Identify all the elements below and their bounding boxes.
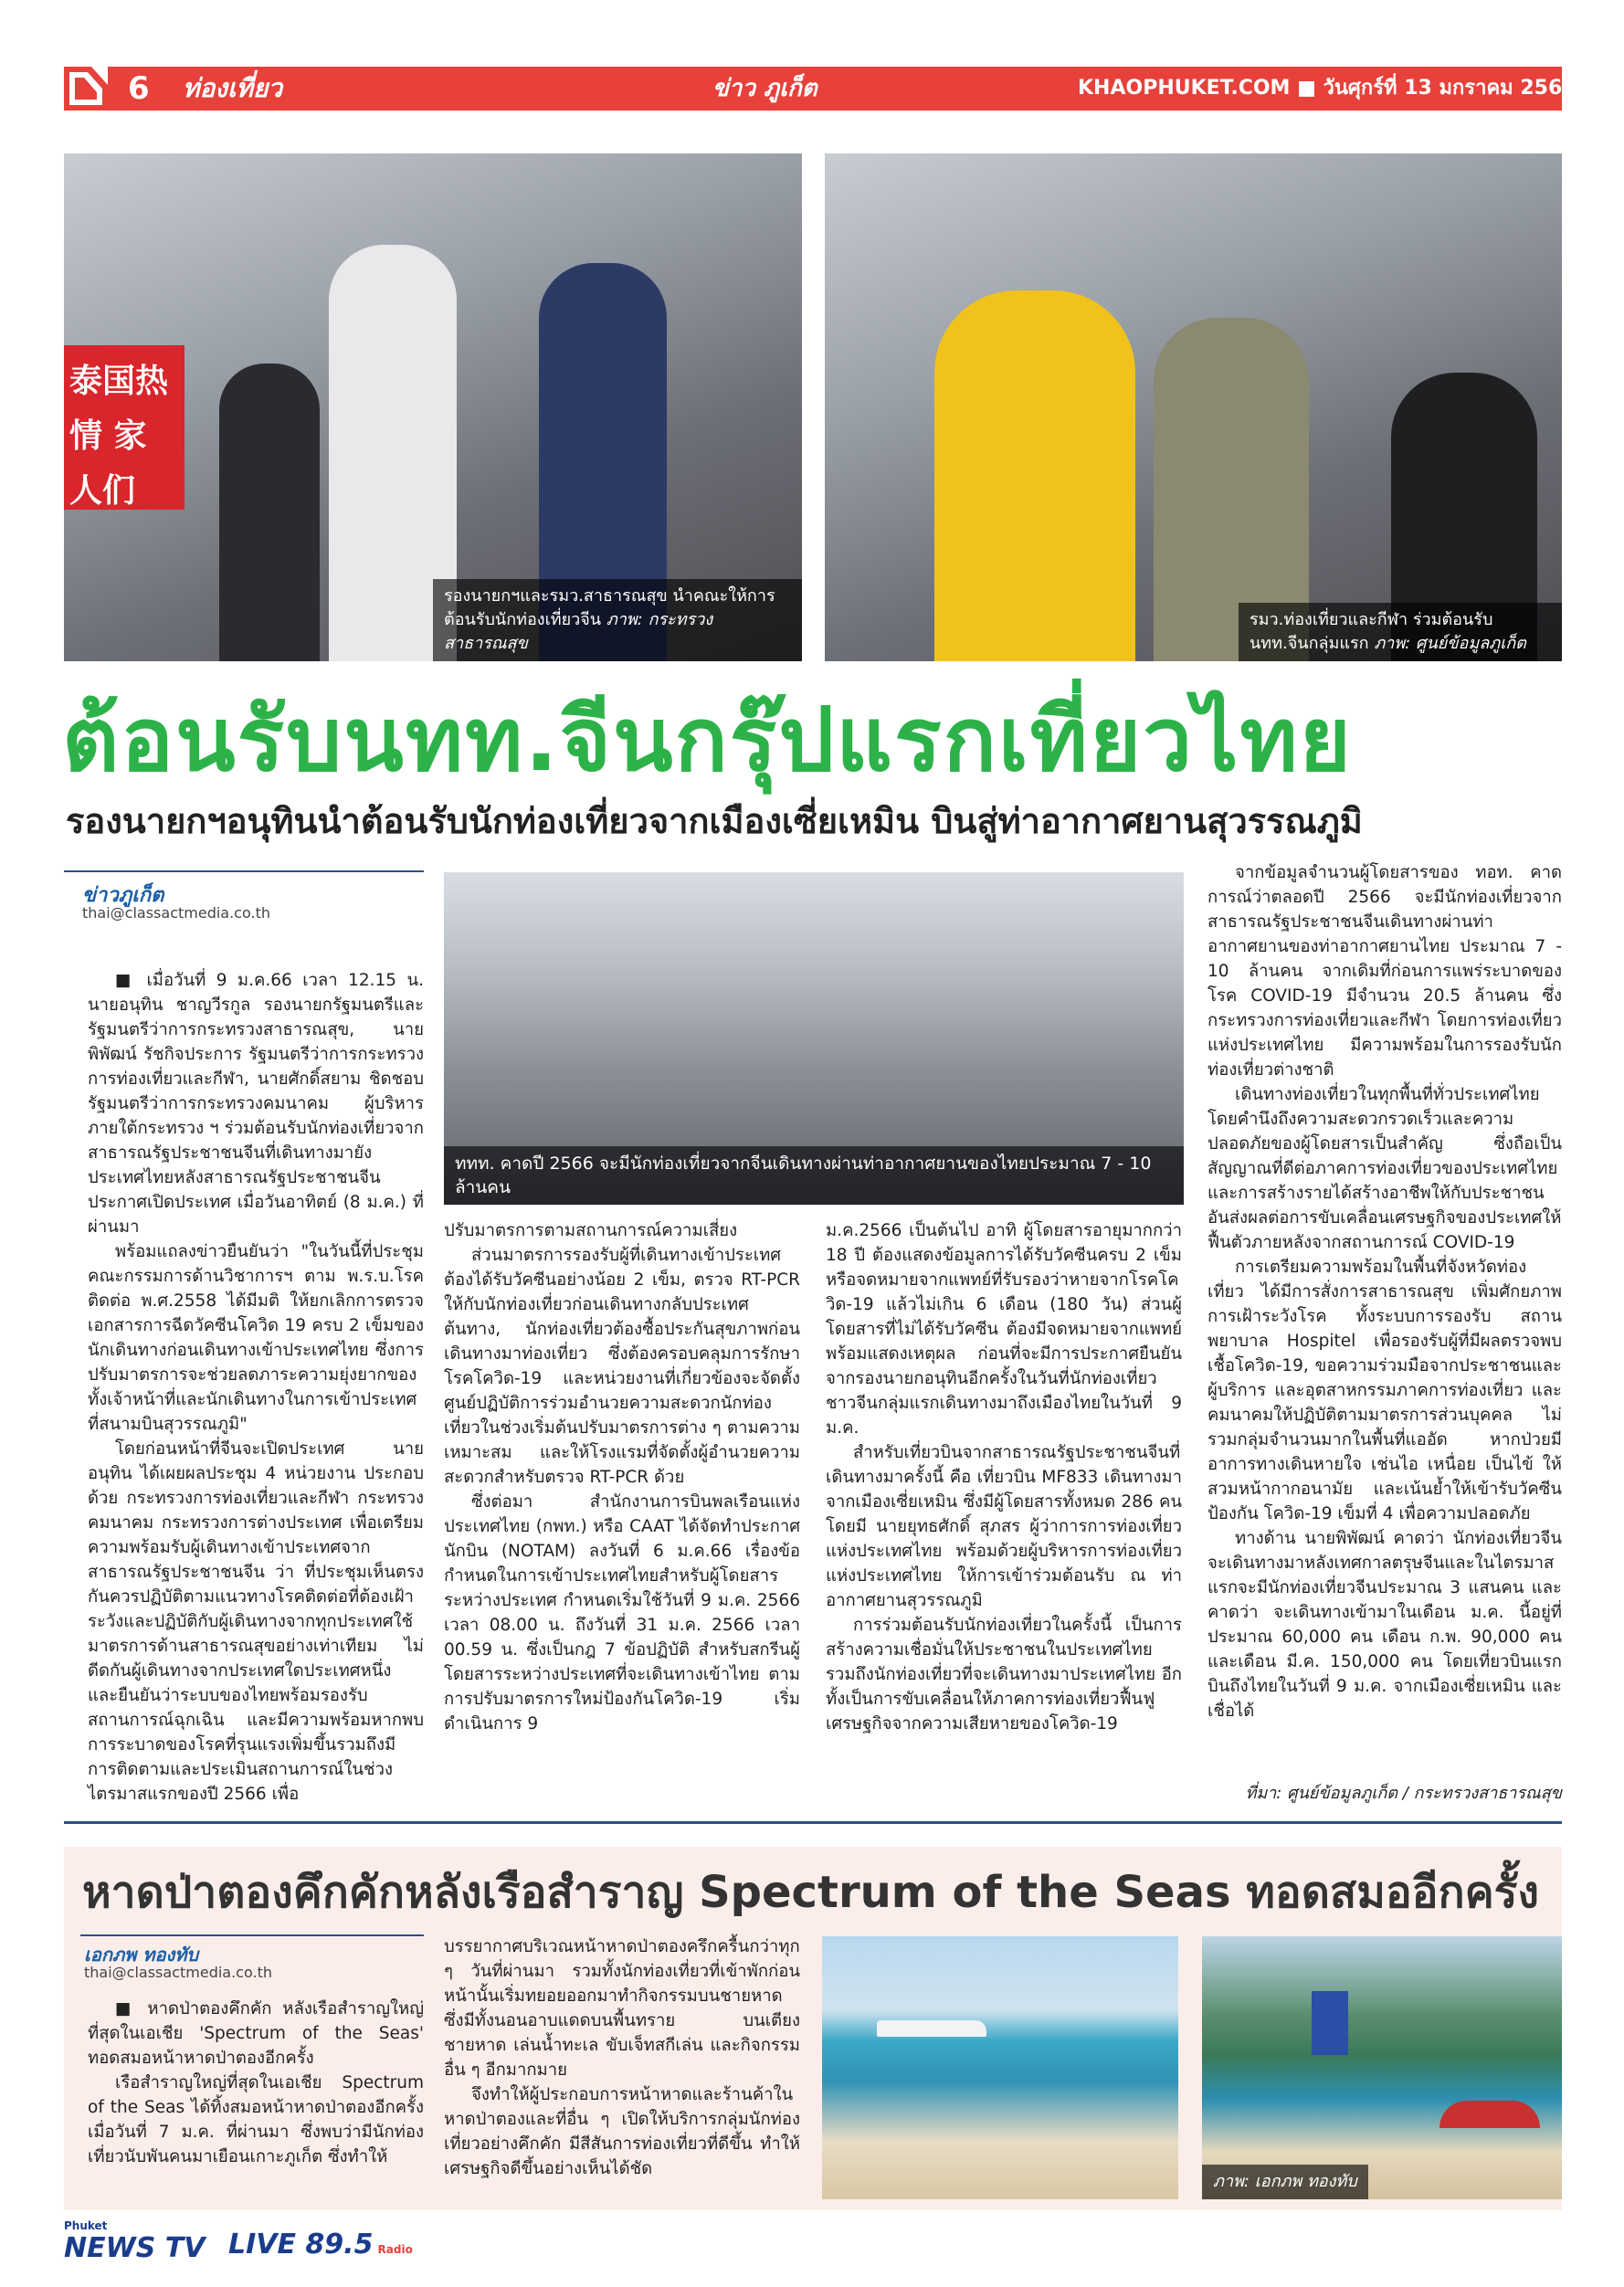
- photo-right: [825, 153, 1562, 661]
- story2-column-2: บรรยากาศบริเวณหน้าหาดป่าตองครึกครื้นกว่าทุก ๆ วันที่ผ่านมา รวมทั้งนักท่องเที่ยวที่เข้าพักก่อนหน้านั้นเริ่มทยอยออกมาทำกิจกรรมบนชายหาด ซึ่งมีทั้งนอนอาบแดดบนพื้นทราย บนเตียงชายหาด เล่นน้ำทะเล ขับเจ็ทสกีเล่น และกิจกรรมอื่น ๆ อีกมากมาย จึงทำให้ผู้ประกอบการหน้าหาดและร้านค้าในหาดป่าตองและที่อื่น ๆ เปิดให้บริการกลุ่มนักท่องเที่ยวอย่างคึกคัก มีสีสันการท่องเที่ยวที่ดีขึ้น ทำให้เศรษฐกิจดีขึ้นอย่างเห็นได้ชัด: [444, 1937, 800, 2178]
- photo-caption: ททท. คาดปี 2566 จะมีนักท่องเที่ยวจากจีนเดินทางผ่านท่าอากาศยานของไทยประมาณ 7 - 10 ล้านคน: [444, 1146, 1184, 1205]
- story2-column-1: ■ หาดป่าตองคึกคัก หลังเรือสำราญใหญ่ที่สุดในเอเชีย 'Spectrum of the Seas' ทอดสมอหน้าหาดป่าตองอีกครั้ง เรือสำราญใหญ่ที่สุดในเอเชีย Spectrum of the Seas ได้ทิ้งสมอหน้าหาดป่าตองอีกครั้งเมื่อวันที่ 7 ม.ค. ที่ผ่านมา ซึ่งพบว่ามีนักท่องเที่ยวนับพันคนมาเยือนเกาะภูเก็ต ซึ่งทำให้: [88, 1999, 424, 2166]
- newstv-logo: Phuket NEWS TV: [64, 2219, 206, 2264]
- section-title: ท่องเที่ยว: [183, 73, 283, 103]
- photo-caption: ภาพ: เอกภพ ทองทับ: [1202, 2165, 1368, 2199]
- person-figure: [219, 364, 320, 661]
- cruise-ship: [877, 2020, 986, 2037]
- site-date: KHAOPHUKET.COM ■ วันศุกร์ที่ 13 มกราคม 2566: [1078, 77, 1577, 100]
- story1-column-1: ■ เมื่อวันที่ 9 ม.ค.66 เวลา 12.15 น. นายอนุทิน ชาญวีรกูล รองนายกรัฐมนตรีและรัฐมนตรีว่าการกระทรวงสาธารณสุข, นายพิพัฒน์ รัชกิจประการ รัฐมนตรีว่าการกระทรวงการท่องเที่ยวและกีฬา, นายศักดิ์สยาม ชิดชอบ รัฐมนตรีว่าการกระทรวงคมนาคม ผู้บริหารภายใต้กระทรวง ฯ ร่วมต้อนรับนักท่องเที่ยวจากสาธารณรัฐประชาชนจีนที่เดินทางมายังประเทศไทยหลังสาธารณรัฐประชาชนจีนประกาศเปิดประเทศ เมื่อวันอาทิตย์ (8 ม.ค.) ที่ผ่านมา พร้อมแถลงข่าวยืนยันว่า "ในวันนี้ที่ประชุมคณะกรรมการด้านวิชาการฯ ตาม พ.ร.บ.โรคติดต่อ พ.ศ.2558 ได้มีมติ ให้ยกเลิกการตรวจเอกสารการฉีดวัคซีนโควิด 19 ครบ 2 เข็มของนักเดินทางก่อนเดินทางเข้าประเทศไทย ซึ่งการปรับมาตรการจะช่วยลดภาระความยุ่งยากของทั้งเจ้าหน้าที่และนักเดินทางในการเข้าประเทศที่สนามบินสุวรรณภูมิ" โดยก่อนหน้าที่จีนจะเปิดประเทศ นายอนุทิน ได้เผยผลประชุม 4 หน่วยงาน ประกอบด้วย กระทรวงการท่องเที่ยวและกีฬา กระทรวงคมนาคม กระทรวงการต่างประเทศ เพื่อเตรียมความพร้อมรับผู้เดินทางเข้าประเทศจากสาธารณรัฐประชาชนจีน ว่า ที่ประชุมเห็นตรงกันควรปฏิบัติตามแนวทางโรคติดต่อที่ต้องเฝ้าระวังและปฏิบัติกับผู้เดินทางจากทุกประเทศใช้มาตรการด้านสาธารณสุขอย่างเท่าเทียม ไม่ดีดกันผู้เดินทางจากประเทศใดประเทศหนึ่ง และยืนยันว่าระบบของไทยพร้อมรองรับสถานการณ์ฉุกเฉิน และมีความพร้อมหากพบการระบาดของโรคที่รุนแรงเพิ่มขึ้นรวมถึงมีการติดตามและประเมินสถานการณ์ในช่วงไตรมาสแรกของปี 2566 เพื่อ: [88, 971, 424, 1804]
- person-figure: [934, 290, 1135, 661]
- story2-headline: หาดป่าตองคึกคักหลังเรือสำราญ Spectrum of the Seas ทอดสมออีกครั้ง: [82, 1867, 1539, 1918]
- story2-byline: เอกภพ ทองทับ: [84, 1944, 199, 1966]
- story1-column-4: จากข้อมูลจำนวนผู้โดยสารของ ทอท. คาดการณ์ว่าตลอดปี 2566 จะมีนักท่องเที่ยวจากสาธารณรัฐประชาชนจีนเดินทางผ่านท่าอากาศยานของท่าอากาศยานไทย ประมาณ 7 - 10 ล้านคน จากเดิมที่ก่อนการแพร่ระบาดของโรค COVID-19 มีจำนวน 20.5 ล้านคน ซึ่งกระทรวงการท่องเที่ยวและกีฬา โดยการท่องเที่ยวแห่งประเทศไทย มีความพร้อมในการรองรับนักท่องเที่ยวต่างชาติ เดินทางท่องเที่ยวในทุกพื้นที่ทั่วประเทศไทย โดยคำนึงถึงความสะดวกรวดเร็วและความปลอดภัยของผู้โดยสารเป็นสำคัญ ซึ่งถือเป็นสัญญาณที่ดีต่อภาคการท่องเที่ยวของประเทศไทย และการสร้างรายได้สร้างอาชีพให้กับประชาชน อันส่งผลต่อการขับเคลื่อนเศรษฐกิจของประเทศให้ฟื้นตัวภายหลังจากสถานการณ์ COVID-19 การเตรียมความพร้อมในพื้นที่จังหวัดท่องเที่ยว ได้มีการสั่งการสาธารณสุข เพิ่มศักยภาพการเฝ้าระวังโรค ทั้งระบบการรองรับ สถานพยาบาล Hospitel เพื่อรองรับผู้ที่มีผลตรวจพบเชื้อโควิด-19, ขอความร่วมมือจากประชาชนและผู้บริการ และอุตสาหกรรมภาคการท่องเที่ยว และคมนาคมให้ปฏิบัติตามมาตรการส่วนบุคคล ไม่รวมกลุ่มจำนวนมากในพื้นที่แออัด หากป่วยมีอาการทางเดินหายใจ เช่นไอ เหนื่อย เป็นไข้ ให้สวมหน้ากากอนามัย และเน้นย้ำให้เข้ารับวัคซีนป้องกัน โควิด-19 เข็มที่ 4 เพื่อความปลอดภัย ทางด้าน นายพิพัฒน์ คาดว่า นักท่องเที่ยวจีนจะเดินทางมาหลังเทศกาลตรุษจีนและในไตรมาสแรกจะมีนักท่องเที่ยวจีนประมาณ 3 แสนคน และคาดว่า จะเดินทางเข้ามาในเดือน ม.ค. นี้อยู่ที่ประมาณ 60,000 คน เดือน ก.พ. 90,000 คนและเดือน มี.ค. 150,000 คน โดยเที่ยวบินแรกบินถึงไทยในวันที่ 9 ม.ค. จากเมืองเซี่ยเหมิน และเชื่อได้: [1207, 863, 1562, 1721]
- welcome-sign: 泰国热情 家人们: [64, 345, 185, 510]
- umbrella: [1439, 2101, 1540, 2128]
- photo-beach-umbrellas: [1202, 1936, 1562, 2199]
- byline-email: thai@classactmedia.co.th: [82, 904, 270, 922]
- byline: ข่าวภูเก็ต: [82, 884, 164, 907]
- photo-airport: [444, 872, 1184, 1205]
- story2-email: thai@classactmedia.co.th: [84, 1964, 272, 1981]
- photo-caption: รองนายกฯและรมว.สาธารณสุข นำคณะให้การ ต้อนรับนักท่องเที่ยวจีน ภาพ: กระทรวงสาธารณสุข: [433, 579, 802, 661]
- headline: ต้อนรับนทท.จีนกรุ๊ปแรกเที่ยวไทย: [62, 689, 1353, 791]
- story1-column-2: ปรับมาตรการตามสถานการณ์ความเสี่ยง ส่วนมาตรการรองรับผู้ที่เดินทางเข้าประเทศต้องได้รับวัคซีนอย่างน้อย 2 เข็ม, ตรวจ RT-PCR ให้กับนักท่องเที่ยวก่อนเดินทางกลับประเทศต้นทาง, นักท่องเที่ยวต้องซื้อประกันสุขภาพก่อนเดินทางมาท่องเที่ยว ซึ่งต้องครอบคลุมการรักษาโรคโควิด-19 และหน่วยงานที่เกี่ยวข้องจะจัดตั้งศูนย์ปฏิบัติการร่วมอำนวยความสะดวกนักท่องเที่ยวในช่วงเริ่มต้นปรับมาตรการต่าง ๆ ตามความเหมาะสม และให้โรงแรมที่จัดตั้งผู้อำนวยความสะดวกสำหรับตรวจ RT-PCR ด้วย ซึ่งต่อมา สำนักงานการบินพลเรือนแห่งประเทศไทย (กพท.) หรือ CAAT ได้จัดทำประกาศนักบิน (NOTAM) ลงวันที่ 6 ม.ค.66 เรื่องข้อกำหนดในการเข้าประเทศไทยสำหรับผู้โดยสารระหว่างประเทศ กำหนดเริ่มใช้วันที่ 9 ม.ค. 2566 เวลา 08.00 น. ถึงวันที่ 31 ม.ค. 2566 เวลา 00.59 น. ซึ่งเป็นกฎ 7 ข้อปฏิบัติ สำหรับสกรีนผู้โดยสารระหว่างประเทศที่จะเดินทางเข้าไทย ตามการปรับมาตรการใหม่ป้องกันโควิด-19 เริ่มดำเนินการ 9: [444, 1221, 800, 1734]
- page-number: 6: [128, 70, 150, 107]
- photo-beach-ship: [822, 1936, 1178, 2199]
- photo-caption: รมว.ท่องเที่ยวและกีฬา ร่วมต้อนรับ นทท.จีนกลุ่มแรก ภาพ: ศูนย์ข้อมูลภูเก็ต: [1239, 603, 1562, 661]
- photo-left: [64, 153, 802, 661]
- live-radio-logo: LIVE 89.5 Radio: [228, 2229, 413, 2261]
- byline-rule: [64, 870, 424, 872]
- flag: [1312, 1991, 1348, 2055]
- source-credit: ที่มา: ศูนย์ข้อมูลภูเก็ต / กระทรวงสาธารณสุข: [1245, 1784, 1562, 1803]
- byline-rule: [80, 1934, 424, 1936]
- paper-logo-icon: [64, 67, 108, 111]
- section-divider: [64, 1821, 1562, 1824]
- masthead-logo: ข่าว ภูเก็ต: [712, 75, 817, 102]
- story1-column-3: ม.ค.2566 เป็นต้นไป อาทิ ผู้โดยสารอายุมากกว่า 18 ปี ต้องแสดงข้อมูลการได้รับวัคซีนครบ 2 เข็ม หรือจดหมายจากแพทย์ที่รับรองว่าหายจากโรคโควิด-19 แล้วไม่เกิน 6 เดือน (180 วัน) ส่วนผู้โดยสารที่ไม่ได้รับวัคซีน ต้องมีจดหมายจากแพทย์พร้อมแสดงเหตุผล ก่อนที่จะมีการประกาศยืนยันจากรองนายกอนุทินอีกครั้งในวันที่นักท่องเที่ยวชาวจีนกลุ่มแรกเดินทางมาถึงเมืองไทยในวันที่ 9 ม.ค. สำหรับเที่ยวบินจากสาธารณรัฐประชาชนจีนที่เดินทางมาครั้งนี้ คือ เที่ยวบิน MF833 เดินทางมาจากเมืองเซี่ยเหมิน ซึ่งมีผู้โดยสารทั้งหมด 286 คน โดยมี นายยุทธศักดิ์ สุภสร ผู้ว่าการการท่องเที่ยวแห่งประเทศไทย พร้อมด้วยผู้บริหารการท่องเที่ยวแห่งประเทศไทย ให้การเข้าร่วมต้อนรับ ณ ท่าอากาศยานสุวรรณภูมิ การร่วมต้อนรับนักท่องเที่ยวในครั้งนี้ เป็นการสร้างความเชื่อมั่นให้ประชาชนในประเทศไทย รวมถึงนักท่องเที่ยวที่จะเดินทางมาประเทศไทย อีกทั้งเป็นการขับเคลื่อนให้ภาคการท่องเที่ยวฟื้นฟูเศรษฐกิจจากความเสียหายของโควิด-19: [826, 1221, 1182, 1734]
- subheadline: รองนายกฯอนุทินนำต้อนรับนักท่องเที่ยวจากเมืองเซี่ยเหมิน บินสู่ท่าอากาศยานสุวรรณภูมิ: [66, 801, 1363, 841]
